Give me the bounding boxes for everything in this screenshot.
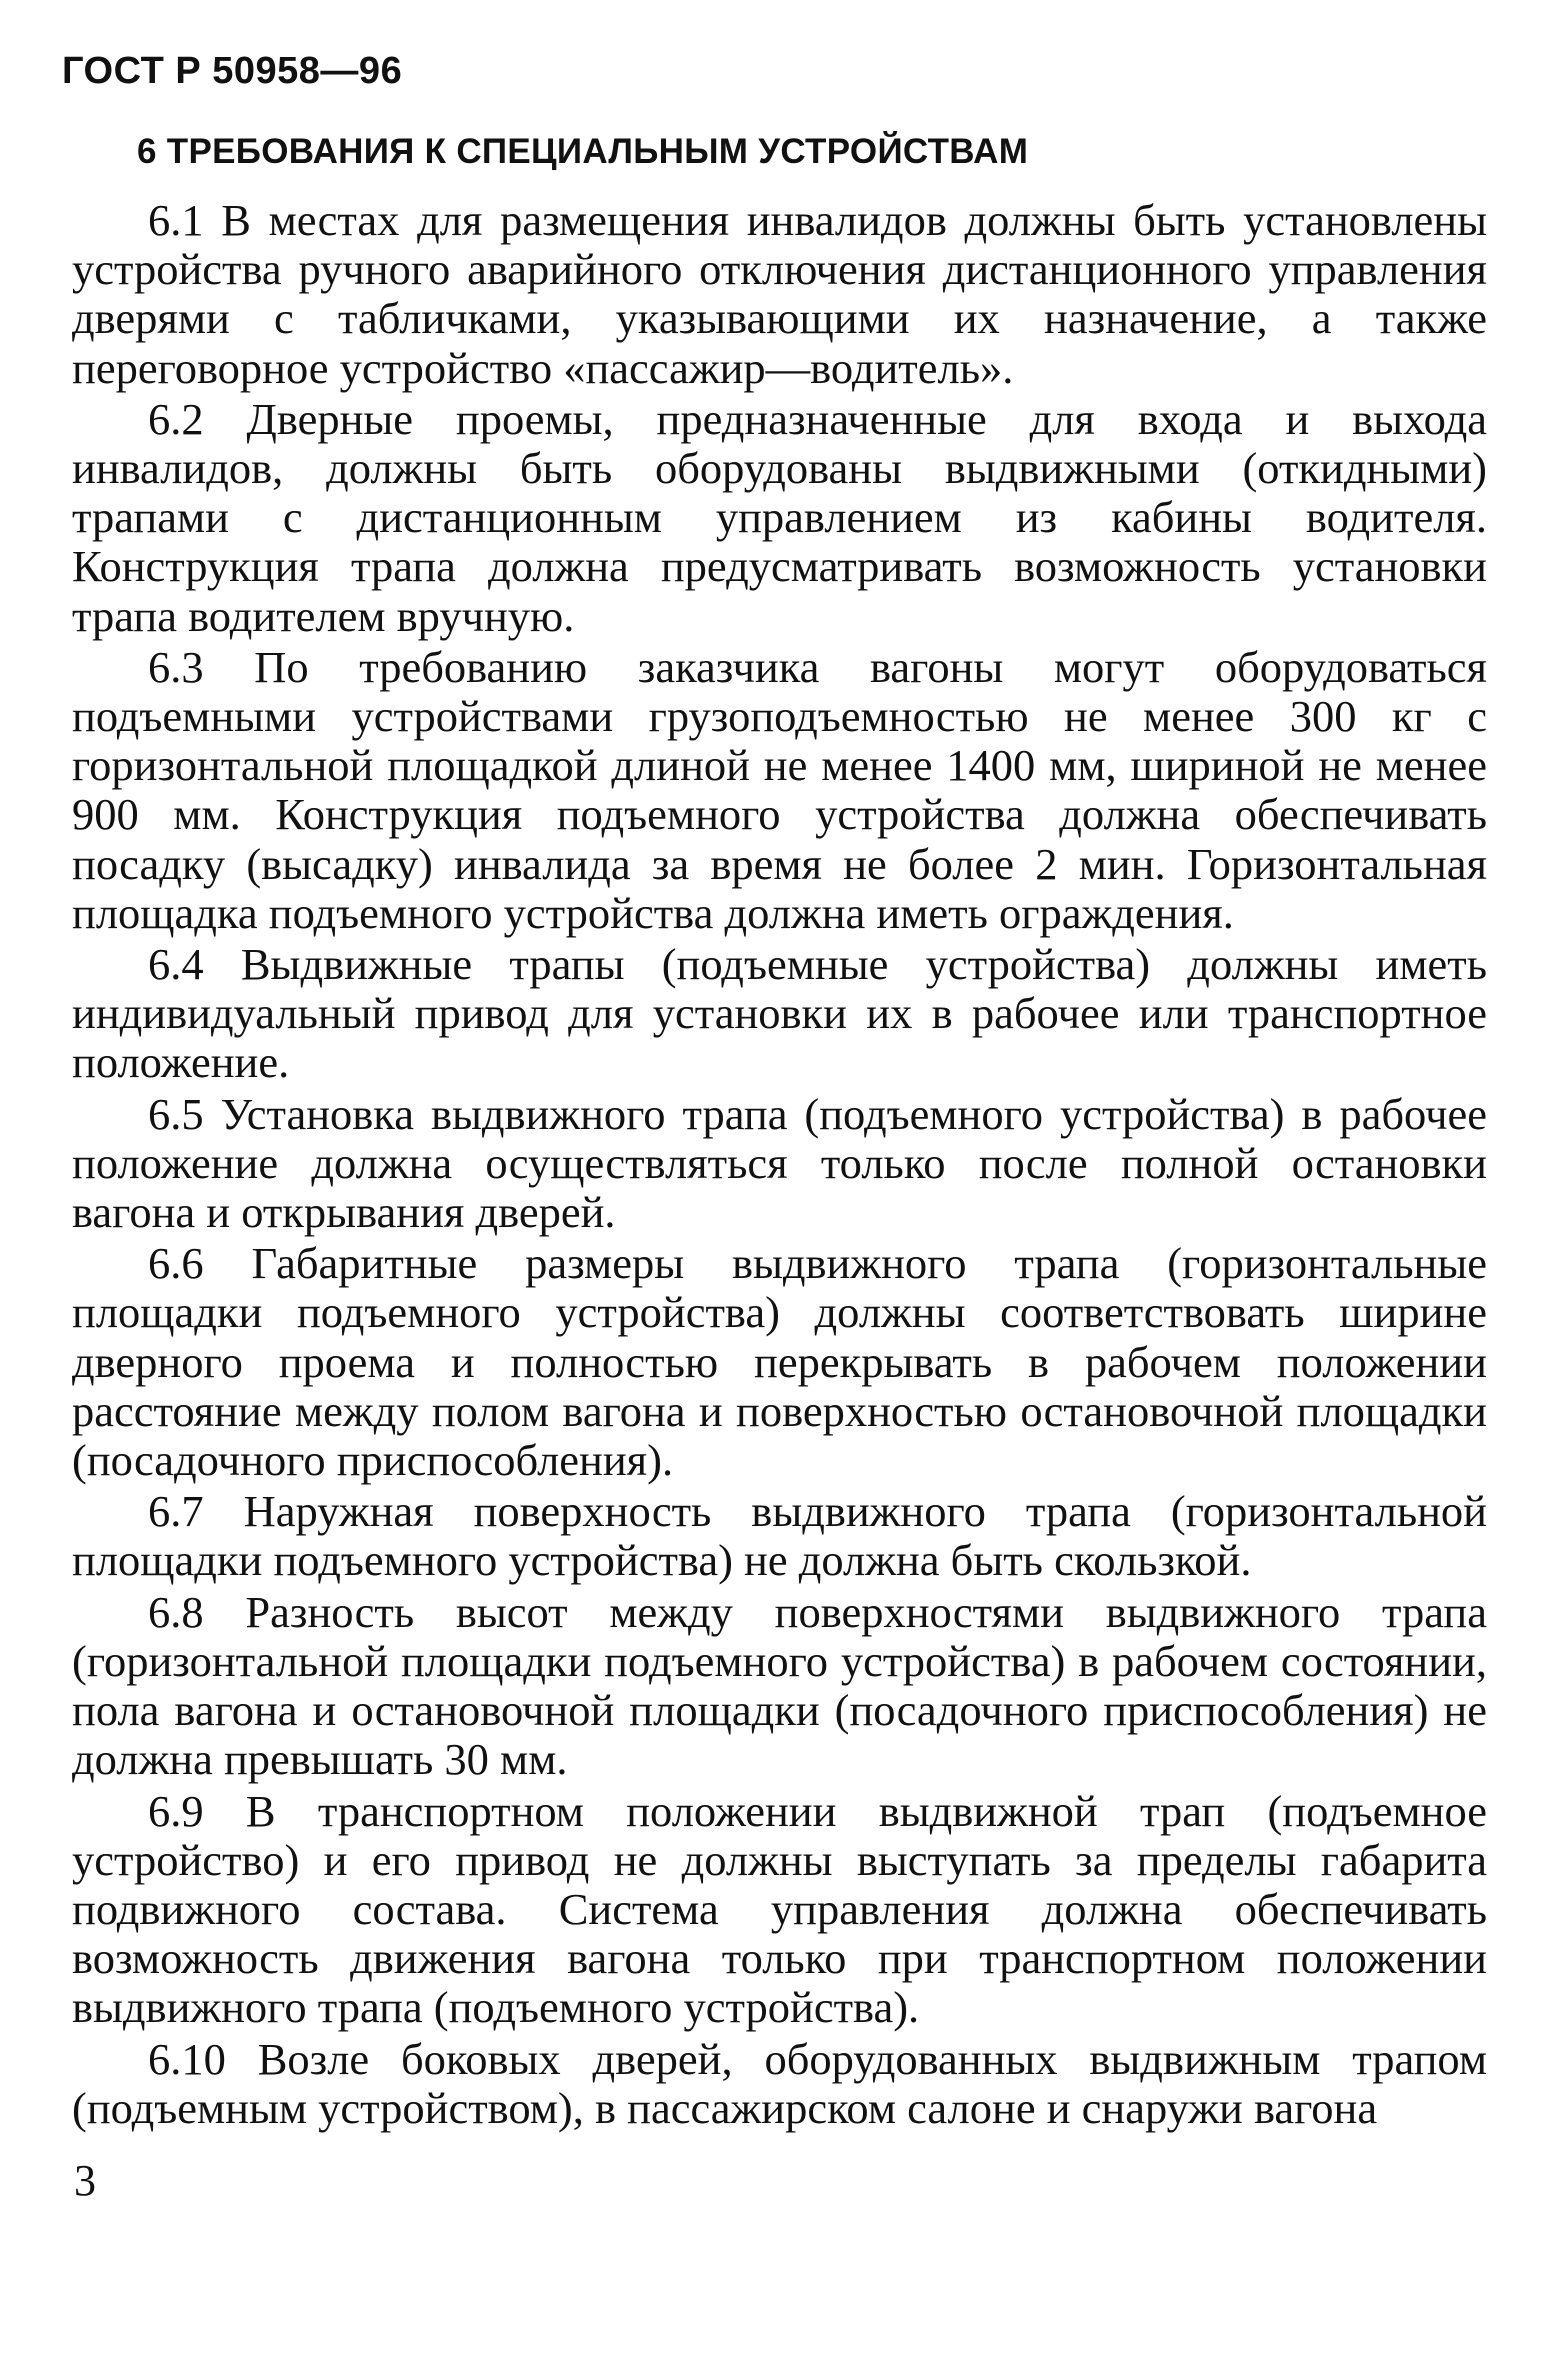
paragraph-6-5: 6.5 Установка выдвижного трапа (подъемного устройства) в рабочее положение должна осуществляться только после полной остановки вагона и открывания дверей. xyxy=(72,1088,1487,1238)
paragraph-6-7: 6.7 Наружная поверхность выдвижного трапа (горизонтальной площадки подъемного устройства) не должна быть скользкой. xyxy=(72,1486,1487,1586)
section-body xyxy=(72,196,1487,2133)
paragraph-6-6: 6.6 Габаритные размеры выдвижного трапа (горизонтальные площадки подъемного устройства) должны соответствовать ширине дверного проема и полностью перекрывать в рабочем положении расстояние между полом вагона и поверхностью остановочной площадки (посадочного приспособления). xyxy=(72,1238,1487,1486)
paragraph-6-4: 6.4 Выдвижные трапы (подъемные устройства) должны иметь индивидуальный привод для установки их в рабочее или транспортное положение. xyxy=(72,939,1487,1088)
page-number: 3 xyxy=(74,2156,96,2205)
paragraph-6-10: 6.10 Возле боковых дверей, оборудованных выдвижным трапом (подъемным устройством), в пассажирском салоне и снаружи вагона xyxy=(72,2033,1487,2133)
paragraph-6-1: 6.1 В местах для размещения инвалидов должны быть установлены устройства ручного аварийного отключения дистанционного управления дверями с табличками, указывающими их назначение, а также переговорное устройство «пассажир—водитель». xyxy=(72,195,1487,393)
paragraph-6-9: 6.9 В транспортном положении выдвижной трап (подъемное устройство) и его привод не должны выступать за пределы габарита подвижного состава. Система управления должна обеспечивать возможность движения вагона только при транспортном положении выдвижного трапа (подъемного устройства). xyxy=(72,1785,1487,2033)
paragraph-6-8: 6.8 Разность высот между поверхностями выдвижного трапа (горизонтальной площадки подъемного устройства) в рабочем состоянии, пола вагона и остановочной площадки (посадочного приспособления) не должна превышать 30 мм. xyxy=(72,1586,1487,1785)
section-title: 6 ТРЕБОВАНИЯ К СПЕЦИАЛЬНЫМ УСТРОЙСТВАМ xyxy=(137,132,1029,171)
standard-code-header: ГОСТ Р 50958—96 xyxy=(62,50,403,92)
paragraph-6-3: 6.3 По требованию заказчика вагоны могут оборудоваться подъемными устройствами грузоподъемностью не менее 300 кг с горизонтальной площадкой длиной не менее 1400 мм, шириной не менее 900 мм. Конструкция подъемного устройства должна обеспечивать посадку (высадку) инвалида за время не более 2 мин. Горизонтальная площадка подъемного устройства должна иметь ограждения. xyxy=(72,641,1487,938)
paragraph-6-2: 6.2 Дверные проемы, предназначенные для входа и выхода инвалидов, должны быть оборудованы выдвижными (откидными) трапами с дистанционным управлением из кабины водителя. Конструкция трапа должна предусматривать возможность установки трапа водителем вручную. xyxy=(72,393,1487,641)
